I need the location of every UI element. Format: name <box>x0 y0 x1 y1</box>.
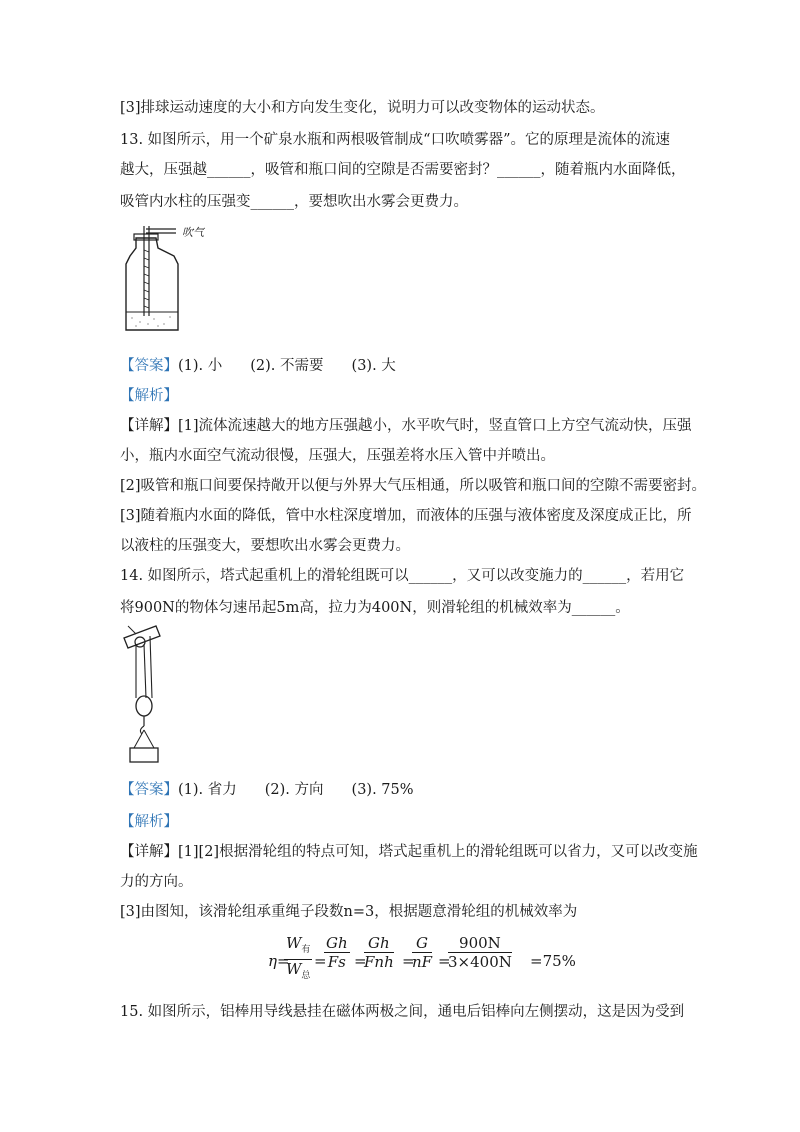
analysis-tag: 【解析】 <box>120 814 178 830</box>
question-14-line-2: 将900N的物体匀速吊起5m高，拉力为400N，则滑轮组的机械效率为______。 <box>120 600 630 616</box>
efficiency-formula: η= $W_有$ $W_总$ = $\frac{Gh}{Fs}$ = Gh Fnh = $\frac{G}{nF}$ = $\frac{900N}{3\times 400N}$ =75% <box>268 926 568 978</box>
answer-item: (3). 大 <box>351 358 396 374</box>
question-13-line-1: 13. 如图所示，用一个矿泉水瓶和两根吸管制成“口吹喷雾器”。它的原理是流体的流速 <box>120 132 670 148</box>
fraction-numeric: $\frac{900N}{3\times 400N}$ <box>448 934 512 971</box>
analysis-line: 【详解】[1][2]根据滑轮组的特点可知，塔式起重机上的滑轮组既可以省力，又可以改变施 <box>120 844 698 860</box>
answer-row-14 <box>120 780 442 800</box>
blow-label: 吹气 <box>182 226 204 239</box>
answer-tag: 【答案】 <box>120 782 178 798</box>
answer-item: (2). 方向 <box>264 782 324 798</box>
analysis-line: 小，瓶内水面空气流动很慢，压强大，压强差将水压入管中并喷出。 <box>120 448 555 464</box>
answer-row-13 <box>120 356 424 376</box>
answer-tag: 【答案】 <box>120 358 178 374</box>
fraction-gh-fnh: Gh Fnh <box>364 934 394 971</box>
question-14-line-1: 14. 如图所示，塔式起重机上的滑轮组既可以______，又可以改变施力的______，若用它 <box>120 568 685 584</box>
analysis-tag: 【解析】 <box>120 388 178 404</box>
fraction-gh-fs: $\frac{Gh}{Fs}$ <box>326 934 348 971</box>
question-13-line-2: 越大，压强越______，吸管和瓶口间的空隙是否需要密封？______，随着瓶内水面降低， <box>120 162 686 178</box>
analysis-line: [3]由图知，该滑轮组承重绳子段数n=3，根据题意滑轮组的机械效率为 <box>120 904 578 920</box>
formula-result: =75% <box>530 952 576 970</box>
fraction-g-nf: $\frac{G}{nF}$ <box>412 934 433 971</box>
text-line: [3]排球运动速度的大小和方向发生变化，说明力可以改变物体的运动状态。 <box>120 100 605 116</box>
analysis-line: 力的方向。 <box>120 874 193 890</box>
answer-item: (2). 不需要 <box>250 358 324 374</box>
analysis-line: [2]吸管和瓶口间要保持敞开以便与外界大气压相通，所以吸管和瓶口间的空隙不需要密封。 <box>120 478 707 494</box>
eta-symbol: η= <box>268 952 290 970</box>
answer-item: (1). 省力 <box>178 782 237 798</box>
analysis-line: 以液柱的压强变大，要想吹出水雾会更费力。 <box>120 538 410 554</box>
analysis-line: [3]随着瓶内水面的降低，管中水柱深度增加，而液体的压强与液体密度及深度成正比，所 <box>120 508 692 524</box>
answer-item: (3). 75% <box>351 782 414 798</box>
answer-item: (1). 小 <box>178 358 223 374</box>
fraction-w: $W_有$ $W_总$ <box>286 934 311 981</box>
question-13-line-3: 吸管内水柱的压强变______，要想吹出水雾会更费力。 <box>120 194 468 210</box>
analysis-line: 【详解】[1]流体流速越大的地方压强越小，水平吹气时，竖直管口上方空气流动快，压强 <box>120 418 692 434</box>
question-15-line-1: 15. 如图所示，铝棒用导线悬挂在磁体两极之间，通电后铝棒向左侧摆动，这是因为受到 <box>120 1004 685 1020</box>
crane-pulley-figure <box>118 622 188 768</box>
